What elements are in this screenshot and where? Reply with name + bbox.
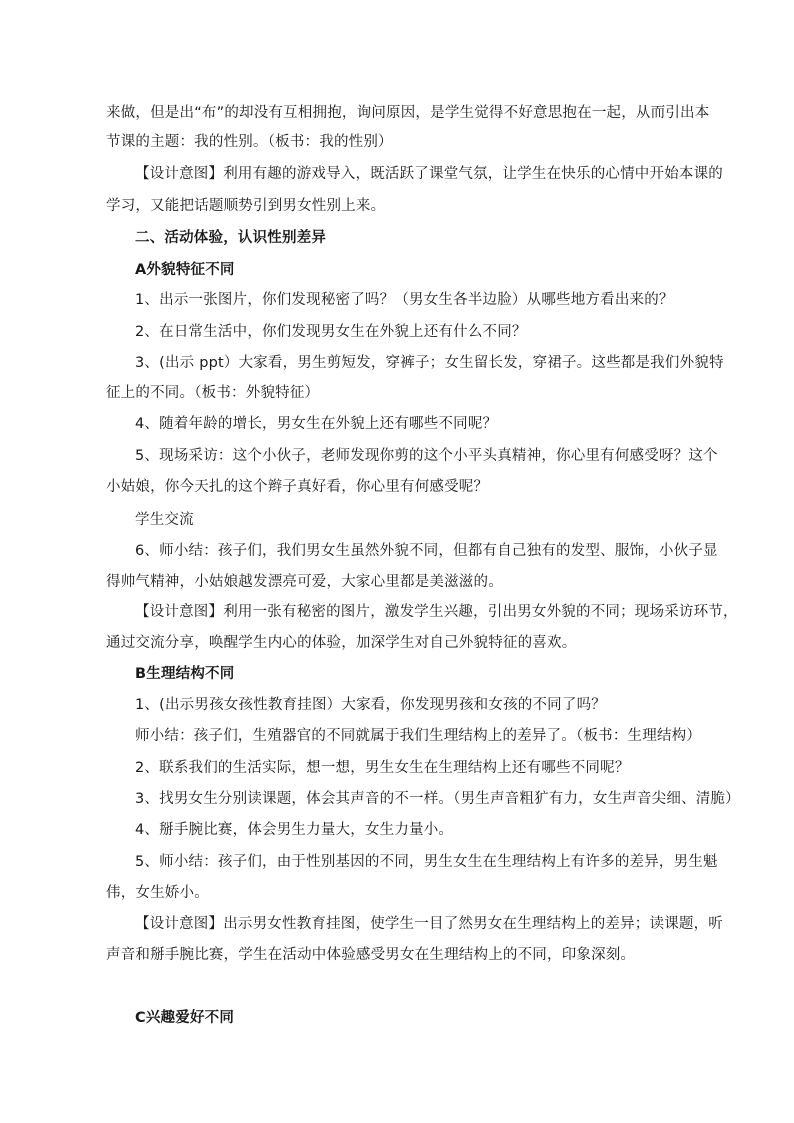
design-intent-paragraph: 【设计意图】利用一张有秘密的图片，激发学生兴趣，引出男女外貌的不同；现场采访环节， (135, 604, 738, 620)
subsection-heading: B生理结构不同 (135, 666, 235, 682)
text-line: 声音和掰手腕比赛，学生在活动中体验感受男女在生理结构上的不同，印象深刻。 (106, 947, 636, 963)
design-intent-paragraph: 【设计意图】出示男女性教育挂图，使学生一目了然男女在生理结构上的差异；读课题，听 (135, 916, 723, 932)
text-line: 师小结：孩子们，生殖器官的不同就属于我们生理结构上的差异了。（板书：生理结构） (135, 728, 702, 744)
subsection-heading: A外貌特征不同 (135, 262, 235, 278)
list-item: 2、在日常生活中，你们发现男女生在外貌上还有什么不同？ (135, 324, 527, 340)
list-item: 4、掰手腕比赛，体会男生力量大，女生力量小。 (135, 822, 454, 838)
list-item: 3、(出示 ppt）大家看，男生剪短发，穿裤子；女生留长发，穿裙子。这些都是我们外貌特 (135, 355, 724, 371)
text-line: 小姑娘，你今天扎的这个辫子真好看，你心里有何感受呢？ (106, 479, 489, 495)
text-line: 伟，女生娇小。 (106, 885, 209, 901)
list-item: 6、师小结：孩子们，我们男女生虽然外貌不同，但都有自己独有的发型、服饰，小伙子显 (135, 543, 718, 559)
list-item: 5、现场采访：这个小伙子，老师发现你剪的这个小平头真精神，你心里有何感受呀？这个 (135, 448, 718, 464)
list-item: 2、联系我们的生活实际，想一想，男生女生在生理结构上还有哪些不同呢？ (135, 760, 630, 776)
text-line: 得帅气精神，小姑娘越发漂亮可爱，大家心里都是美滋滋的。 (106, 574, 503, 590)
section-heading: 二、活动体验，认识性别差异 (135, 230, 327, 246)
list-item: 4、随着年龄的增长，男女生在外貌上还有哪些不同呢？ (135, 416, 498, 432)
list-item: 5、师小结：孩子们，由于性别基因的不同，男生女生在生理结构上有许多的差异，男生魁 (135, 854, 718, 870)
text-line: 征上的不同。（板书：外貌特征） (106, 385, 320, 401)
list-item: 1、出示一张图片，你们发现秘密了吗？（男女生各半边脸）从哪些地方看出来的？ (135, 292, 674, 308)
list-item: 1、(出示男孩女孩性教育挂图）大家看，你发现男孩和女孩的不同了吗？ (135, 697, 606, 713)
list-item: 3、找男女生分别读课题，体会其声音的不一样。（男生声音粗犷有力，女生声音尖细、清脆） (135, 791, 740, 807)
text-line: 学习，又能把话题顺势引到男女性别上来。 (106, 198, 386, 214)
text-line: 节课的主题：我的性别。（板书：我的性别） (106, 134, 393, 150)
text-line: 通过交流分享，唤醒学生内心的体验，加深学生对自己外貌特征的喜欢。 (106, 635, 577, 651)
subsection-heading: C兴趣爱好不同 (135, 1010, 235, 1026)
design-intent-paragraph: 【设计意图】利用有趣的游戏导入，既活跃了课堂气氛，让学生在快乐的心情中开始本课的 (135, 166, 723, 182)
text-line: 来做，但是出“布”的却没有互相拥抱，询问原因，是学生觉得不好意思抱在一起，从而引出本 (106, 105, 710, 121)
text-line: 学生交流 (135, 512, 194, 528)
